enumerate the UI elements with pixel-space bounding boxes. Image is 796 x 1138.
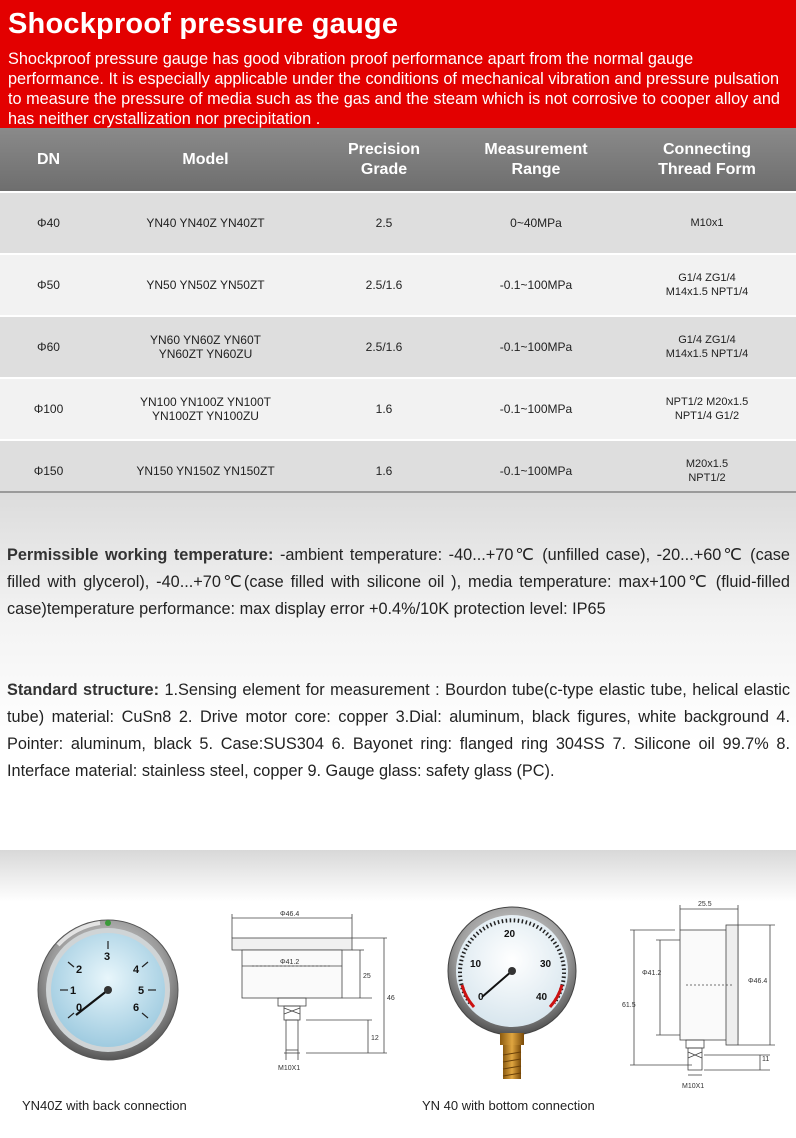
temperature-label: Permissible working temperature: bbox=[7, 546, 274, 564]
dial-number: 6 bbox=[133, 1002, 140, 1014]
table-row bbox=[0, 378, 796, 440]
dim-label: Φ46.4 bbox=[280, 911, 300, 918]
cell-thread: G1/4 ZG1/4 M14x1.5 NPT1/4 bbox=[618, 254, 796, 316]
cell-grade: 2.5/1.6 bbox=[314, 254, 454, 316]
dim-label: Φ41.2 bbox=[280, 959, 300, 966]
cell-thread: M10x1 bbox=[618, 192, 796, 254]
cell-grade: 1.6 bbox=[314, 440, 454, 501]
dial-number: 20 bbox=[504, 929, 516, 940]
cell-dn: Φ100 bbox=[0, 378, 97, 440]
caption-bottom-connection: YN 40 with bottom connection bbox=[422, 1098, 595, 1113]
page-title: Shockproof pressure gauge bbox=[8, 8, 399, 40]
cell-model: YN40 YN40Z YN40ZT bbox=[97, 192, 314, 254]
col-header-dn: DN bbox=[0, 128, 97, 192]
dial-number: 40 bbox=[536, 992, 548, 1003]
dim-label: 46 bbox=[387, 995, 395, 1002]
caption-back-connection: YN40Z with back connection bbox=[22, 1098, 187, 1113]
dim-label: M10X1 bbox=[682, 1083, 705, 1090]
structure-text: 1.Sensing element for measurement : Bourdon tube(c-type elastic tube, helical elastic tube) material: CuSn8 2. Drive motor core: copper 3.Dial: aluminum, black figures, white background 4. Pointer: aluminum, black 5. Case:SUS304 6. Bayonet ring: flanged ring 304SS 7. Silicone oil 99.7% 8. Interface material: stainless steel, copper 9. Gauge glass: safety glass (PC). bbox=[7, 681, 790, 780]
cell-thread: M20x1.5 NPT1/2 bbox=[618, 440, 796, 501]
gauge-back-connection-image bbox=[30, 915, 190, 1065]
cell-dn: Φ150 bbox=[0, 440, 97, 501]
dimension-drawing-bottom-connection bbox=[620, 895, 790, 1095]
dial-number: 4 bbox=[133, 964, 140, 976]
cell-thread: NPT1/2 M20x1.5 NPT1/4 G1/2 bbox=[618, 378, 796, 440]
cell-model: YN50 YN50Z YN50ZT bbox=[97, 254, 314, 316]
cell-range: -0.1~100MPa bbox=[454, 440, 618, 501]
table-header-row bbox=[0, 128, 796, 192]
cell-thread: G1/4 ZG1/4 M14x1.5 NPT1/4 bbox=[618, 316, 796, 378]
dimension-drawing-back-connection bbox=[222, 908, 400, 1088]
col-header-range: Measurement Range bbox=[454, 128, 618, 192]
dim-label: Φ46.4 bbox=[748, 978, 768, 985]
dim-label: 12 bbox=[371, 1035, 379, 1042]
cell-model: YN150 YN150Z YN150ZT bbox=[97, 440, 314, 501]
dim-label: 25 bbox=[363, 973, 371, 980]
dial-number: 1 bbox=[70, 985, 77, 997]
dim-label: 25.5 bbox=[698, 901, 712, 908]
cell-grade: 1.6 bbox=[314, 378, 454, 440]
intro-text: Shockproof pressure gauge has good vibration proof performance apart from the normal gauge performance. It is especially applicable under the conditions of mechanical vibration and pressure pulsation to measure the pressure of media such as the gas and the steam which is not corrosive to cooper alloy and has neither crystallization nor precipitation . bbox=[8, 50, 780, 128]
cell-dn: Φ40 bbox=[0, 192, 97, 254]
col-header-thread: Connecting Thread Form bbox=[618, 128, 796, 192]
dim-label: 11 bbox=[762, 1056, 770, 1063]
dial-number: 2 bbox=[76, 964, 83, 976]
cell-range: 0~40MPa bbox=[454, 192, 618, 254]
cell-grade: 2.5/1.6 bbox=[314, 316, 454, 378]
cell-model: YN60 YN60Z YN60T YN60ZT YN60ZU bbox=[97, 316, 314, 378]
dial-number: 30 bbox=[540, 959, 552, 970]
temperature-paragraph bbox=[7, 542, 790, 623]
table-row bbox=[0, 192, 796, 254]
cell-grade: 2.5 bbox=[314, 192, 454, 254]
dim-label: M10X1 bbox=[278, 1065, 301, 1072]
col-header-model: Model bbox=[97, 128, 314, 192]
cell-model: YN100 YN100Z YN100T YN100ZT YN100ZU bbox=[97, 378, 314, 440]
col-header-grade: Precision Grade bbox=[314, 128, 454, 192]
title-banner bbox=[0, 0, 796, 128]
cell-range: -0.1~100MPa bbox=[454, 378, 618, 440]
dial-number: 3 bbox=[104, 951, 111, 963]
cell-range: -0.1~100MPa bbox=[454, 254, 618, 316]
temperature-text: -ambient temperature: -40...+70℃ (unfilled case), -20...+60℃ (case filled with glycerol), -40...+70℃(case filled with silicone oil ), media temperature: max+100℃ (fluid-filled case)temperature performance: max display error +0.4%/10K protection level: IP65 bbox=[7, 546, 790, 618]
structure-label: Standard structure: bbox=[7, 681, 160, 699]
cell-range: -0.1~100MPa bbox=[454, 316, 618, 378]
dial-number: 5 bbox=[138, 985, 145, 997]
cell-dn: Φ60 bbox=[0, 316, 97, 378]
table-row bbox=[0, 316, 796, 378]
spec-table bbox=[0, 128, 796, 501]
cell-dn: Φ50 bbox=[0, 254, 97, 316]
dim-label: 61.5 bbox=[622, 1002, 636, 1009]
dial-number: 0 bbox=[478, 992, 484, 1003]
dial-number: 10 bbox=[470, 959, 482, 970]
dial-number: 0 bbox=[76, 1002, 83, 1014]
dim-label: Φ41.2 bbox=[642, 970, 662, 977]
structure-paragraph bbox=[7, 677, 790, 785]
table-row bbox=[0, 254, 796, 316]
gauge-bottom-connection-image bbox=[440, 905, 590, 1087]
